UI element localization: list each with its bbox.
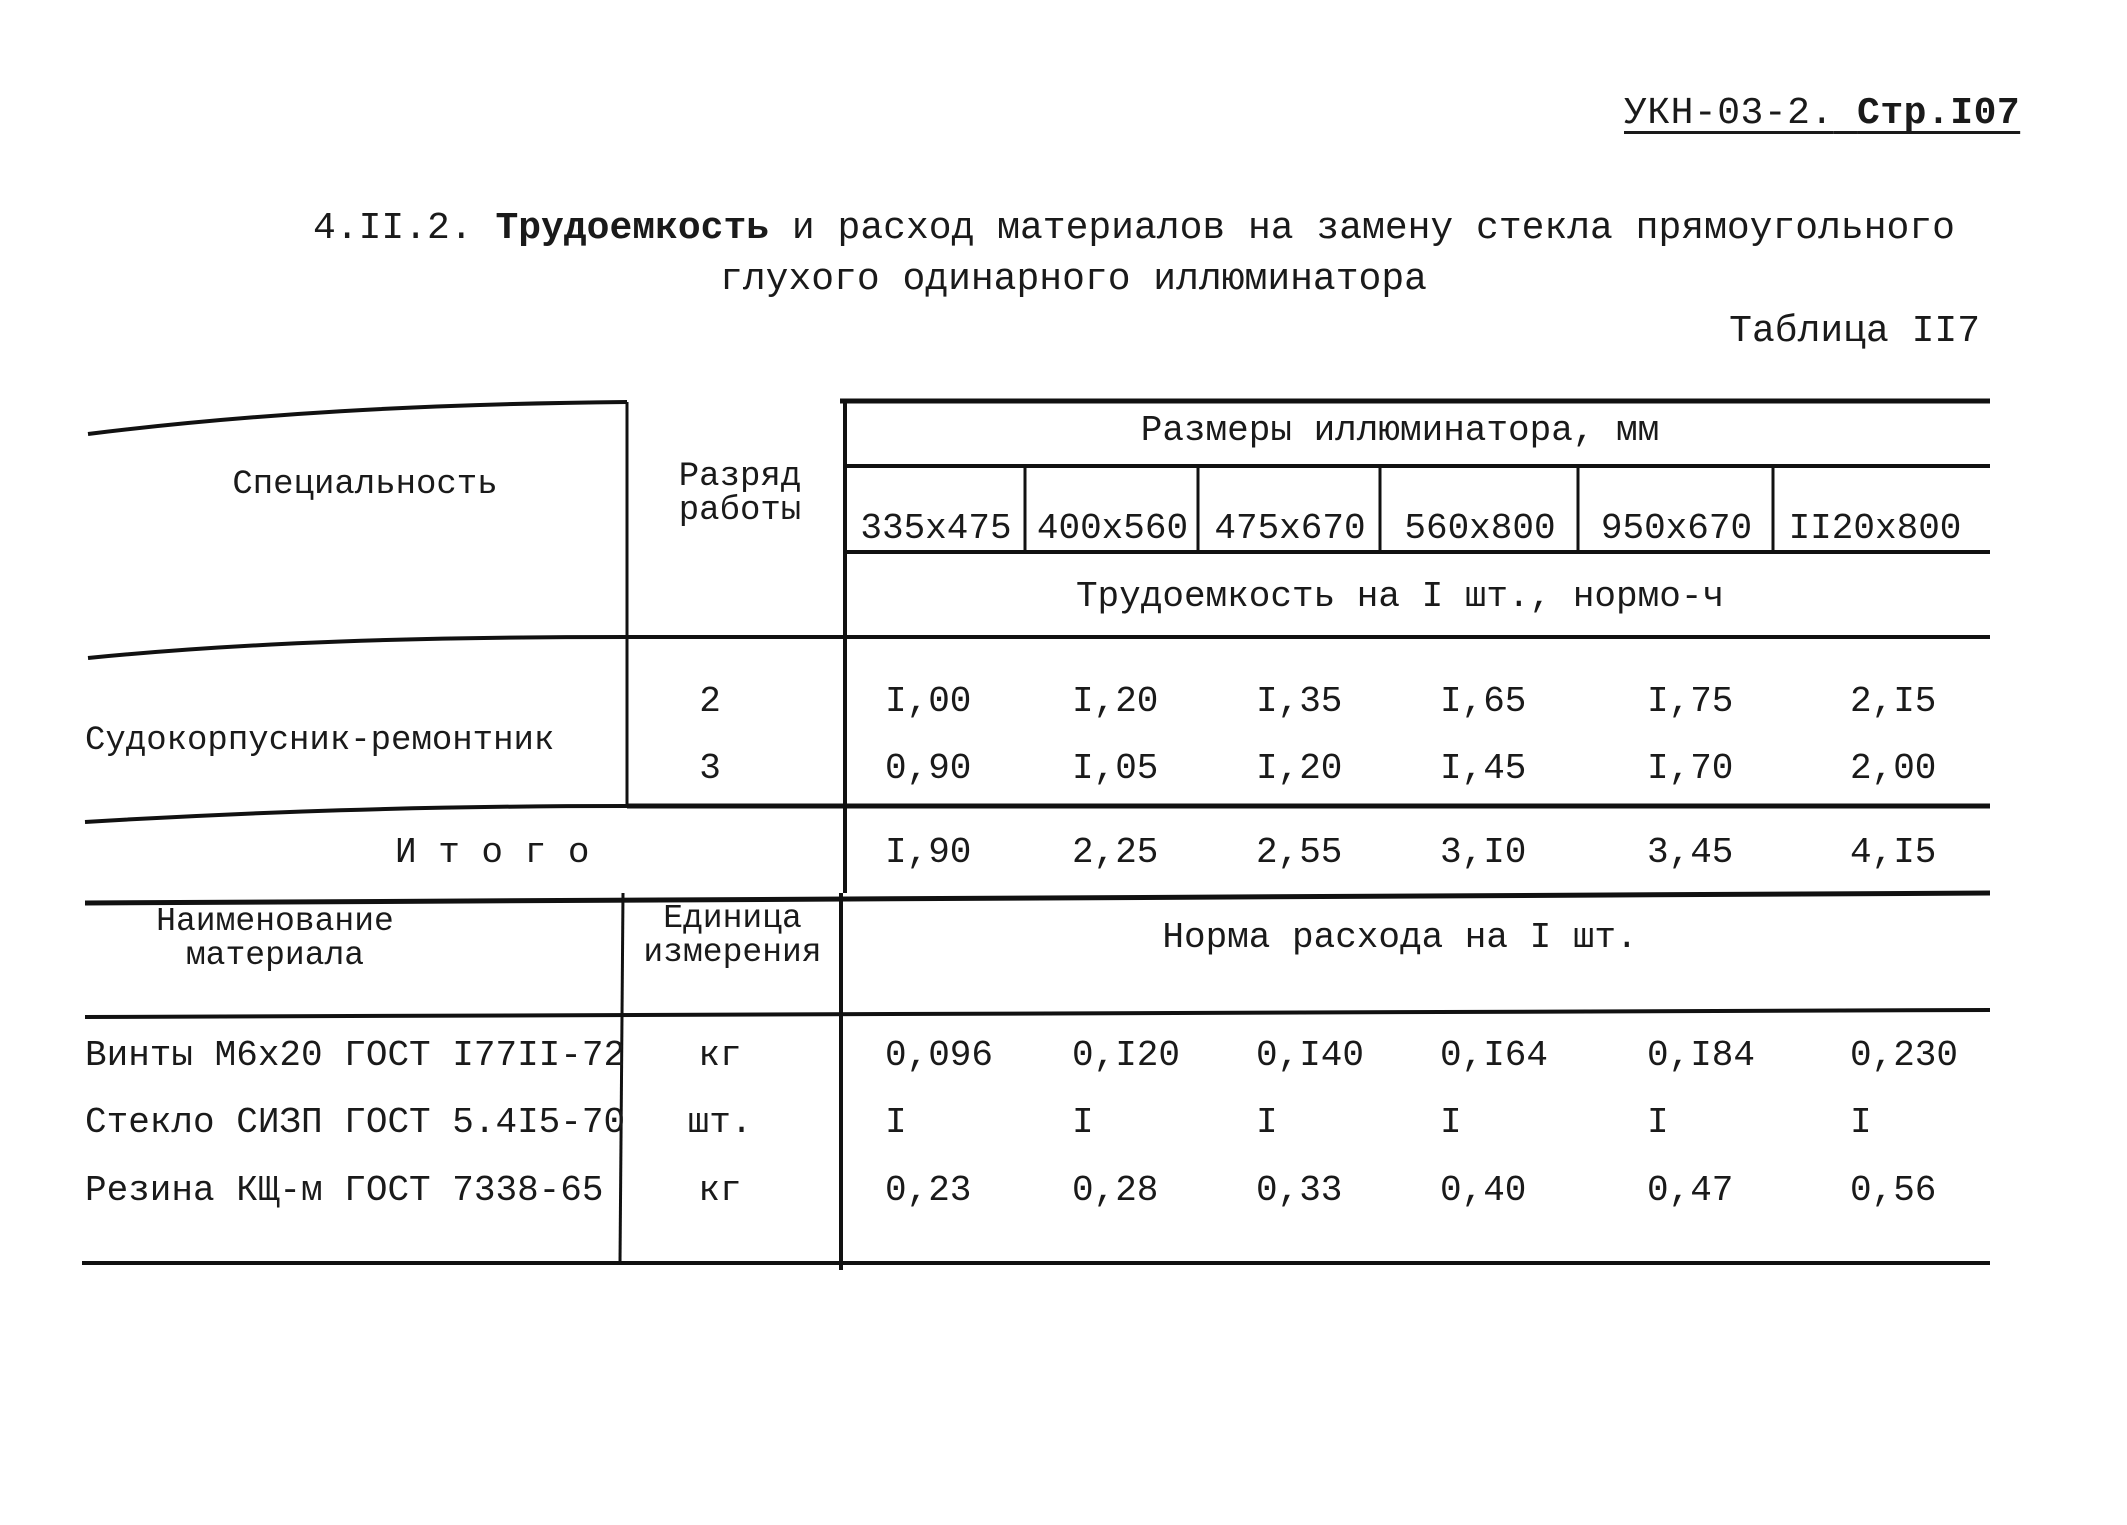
- size-header-cell: 950х670: [1600, 508, 1753, 549]
- labor-value-cell: І,05: [1072, 748, 1159, 789]
- material-name-cell: Стекло СИЗП ГОСТ 5.4І5-70: [85, 1102, 626, 1143]
- material-value-cell: 0,28: [1072, 1170, 1159, 1211]
- material-value-cell: 0,096: [885, 1035, 994, 1076]
- labor-value-cell: І,00: [885, 681, 972, 722]
- norm-header: Норма расхода на І шт.: [1162, 917, 1638, 958]
- material-value-cell: 0,47: [1647, 1170, 1734, 1211]
- specialty-name: Судокорпусник-ремонтник: [85, 722, 555, 760]
- sizes-header: Размеры иллюминатора, мм: [1140, 410, 1660, 451]
- labor-value-cell: І,20: [1072, 681, 1159, 722]
- size-header-cell: ІІ20х800: [1788, 508, 1962, 549]
- section-title-bold: Трудоемкость: [495, 207, 770, 250]
- material-name-cell: Резина КЩ-м ГОСТ 7338-65: [85, 1170, 604, 1211]
- labor-value-cell: І,70: [1647, 748, 1734, 789]
- material-name-header: [110, 905, 440, 973]
- material-value-cell: І: [1440, 1102, 1462, 1143]
- table-label: Таблица ІІ7: [1729, 310, 1980, 353]
- materials-header-line: [85, 1010, 1990, 1017]
- material-unit-cell: шт.: [687, 1102, 753, 1143]
- total-label: И т о г о: [395, 832, 590, 873]
- page-number: Стр.І07: [1857, 92, 2021, 135]
- unit-col-left: [620, 893, 623, 1263]
- material-value-cell: 0,33: [1256, 1170, 1343, 1211]
- section-number: 4.ІІ.2.: [313, 207, 473, 250]
- material-value-cell: 0,56: [1850, 1170, 1937, 1211]
- total-top-left-line: [85, 806, 627, 822]
- labor-header: Трудоемкость на І шт., нормо-ч: [1075, 576, 1725, 617]
- table-top-left-line: [88, 402, 627, 434]
- col-header-grade: [640, 460, 840, 528]
- size-header-cell: 335х475: [860, 508, 1012, 549]
- total-value-cell: 3,45: [1647, 832, 1734, 873]
- labor-value-cell: І,20: [1256, 748, 1343, 789]
- labor-value-cell: 2,І5: [1850, 681, 1937, 722]
- material-value-cell: 0,230: [1850, 1035, 1959, 1076]
- total-value-cell: 2,55: [1256, 832, 1343, 873]
- material-unit-cell: кг: [698, 1035, 742, 1076]
- size-header-cell: 475х670: [1214, 508, 1366, 549]
- material-name-cell: Винты М6х20 ГОСТ І77ІІ-72: [85, 1035, 626, 1076]
- col-header-grade-line1: Разряд: [678, 458, 802, 496]
- total-value-cell: 2,25: [1072, 832, 1159, 873]
- section-title-line2: глухого одинарного иллюминатора: [720, 258, 1427, 301]
- labor-value-cell: 2,00: [1850, 748, 1937, 789]
- material-value-cell: 0,23: [885, 1170, 972, 1211]
- material-name-header-line2: материала: [185, 937, 365, 974]
- labor-value-cell: 0,90: [885, 748, 972, 789]
- labor-value-cell: І,75: [1647, 681, 1734, 722]
- document-code-text: УКН-03-2.: [1624, 92, 1834, 135]
- labor-value-cell: І,65: [1440, 681, 1527, 722]
- material-value-cell: 0,І84: [1647, 1035, 1756, 1076]
- material-value-cell: І: [1647, 1102, 1669, 1143]
- material-value-cell: 0,І40: [1256, 1035, 1365, 1076]
- total-bottom-line: [85, 893, 1990, 903]
- total-value-cell: 4,І5: [1850, 832, 1937, 873]
- labor-value-cell: І,45: [1440, 748, 1527, 789]
- material-value-cell: І: [1256, 1102, 1278, 1143]
- material-value-cell: І: [1850, 1102, 1872, 1143]
- labor-header-left-line: [88, 637, 627, 658]
- unit-header-line1: Единица: [663, 900, 802, 937]
- col-header-specialty: Специальность: [232, 466, 498, 504]
- material-name-header-line1: Наименование: [156, 903, 394, 940]
- unit-header: [625, 902, 840, 970]
- material-value-cell: І: [1072, 1102, 1094, 1143]
- total-value-cell: І,90: [885, 832, 972, 873]
- unit-header-line2: измерения: [643, 934, 822, 971]
- material-value-cell: 0,І20: [1072, 1035, 1181, 1076]
- col-header-grade-line2: работы: [678, 492, 802, 530]
- grade-cell: 3: [699, 748, 721, 789]
- labor-value-cell: І,35: [1256, 681, 1343, 722]
- section-title-rest: и расход материалов на замену стекла прямоугольного: [791, 207, 1955, 250]
- size-header-cell: 560х800: [1404, 508, 1556, 549]
- material-value-cell: 0,40: [1440, 1170, 1527, 1211]
- material-value-cell: І: [885, 1102, 907, 1143]
- size-header-cell: 400х560: [1036, 508, 1189, 549]
- grade-cell: 2: [699, 681, 721, 722]
- total-value-cell: 3,І0: [1440, 832, 1527, 873]
- material-value-cell: 0,І64: [1440, 1035, 1549, 1076]
- material-unit-cell: кг: [698, 1170, 742, 1211]
